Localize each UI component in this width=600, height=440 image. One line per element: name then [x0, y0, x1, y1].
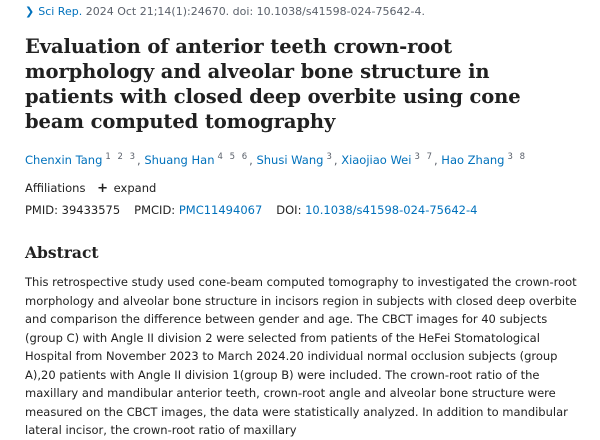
affiliation-refs[interactable]: 3 7 — [414, 152, 434, 162]
author-item — [144, 153, 249, 167]
article-title: Evaluation of anterior teeth crown-root morphology and alveolar bone structure in patients with closed deep overbite using cone beam computed tomography — [25, 35, 521, 133]
pmcid-link[interactable]: PMC11494067 — [178, 203, 263, 217]
affiliations-label: Affiliations — [25, 181, 86, 195]
pmid: PMID: 39433575 — [25, 203, 121, 217]
author-item — [256, 153, 333, 167]
expand-label: expand — [113, 181, 157, 195]
affiliations-row — [25, 181, 580, 196]
author-link[interactable]: Shusi Wang — [256, 153, 324, 167]
plus-icon: + — [97, 181, 109, 196]
author-link[interactable]: Shuang Han — [144, 153, 215, 167]
abstract-text: This retrospective study used cone-beam computed tomography to investigated the crown-root morphology and alveolar bone structure in incisors region in subjects with closed deep overbite and comparison the difference between gender and age. The CBCT images for 40 subjects (group C) with Angle II division 2 were selected from patients of the HeFei Stomatological Hospital from November 2023 to March 2024.20 individual normal occlusion subjects (group A),20 patients with Angle II division 1(group B) were included. The crown-root ratio of the maxillary and mandibular anterior teeth, crown-root angle and alveolar bone structure were measured on the CBCT images, the data were statistically analyzed. In addition to mandibular lateral incisor, the crown-root ratio of maxillary — [25, 275, 577, 437]
affiliation-refs[interactable]: 3 — [326, 152, 334, 162]
affiliation-refs[interactable]: 4 5 6 — [217, 152, 250, 162]
author-list: Chenxin Tang $^{1 2 3}$, Shuang Han $^{4 5 6}$, Shusi Wang $^3$, Xiaojiao Wei $^{3 7}$, Hao Zhang $^{3 8}$ — [25, 152, 528, 167]
citation-details: 2024 Oct 21;14(1):24670. doi: 10.1038/s41598-024-75642-4. — [82, 5, 425, 18]
affiliation-refs[interactable]: 3 8 — [507, 152, 528, 162]
author-link[interactable]: Chenxin Tang — [25, 153, 103, 167]
article-page — [0, 4, 580, 440]
citation-line — [25, 4, 580, 20]
affiliation-refs[interactable]: 1 2 3 — [105, 152, 138, 162]
journal-link[interactable]: Sci Rep. — [38, 5, 83, 18]
abstract-heading: Abstract — [25, 243, 99, 262]
author-item — [441, 153, 527, 167]
pmcid-label: PMCID: — [134, 203, 176, 217]
author-item — [341, 153, 434, 167]
author-item — [25, 153, 137, 167]
chevron-right-icon[interactable]: ❯ — [25, 5, 35, 18]
author-link[interactable]: Xiaojiao Wei — [341, 153, 412, 167]
identifiers-row — [25, 203, 580, 217]
doi-link[interactable]: 10.1038/s41598-024-75642-4 — [305, 203, 478, 217]
expand-affiliations-button[interactable] — [97, 181, 156, 195]
author-link[interactable]: Hao Zhang — [441, 153, 505, 167]
doi-label: DOI: — [276, 203, 302, 217]
